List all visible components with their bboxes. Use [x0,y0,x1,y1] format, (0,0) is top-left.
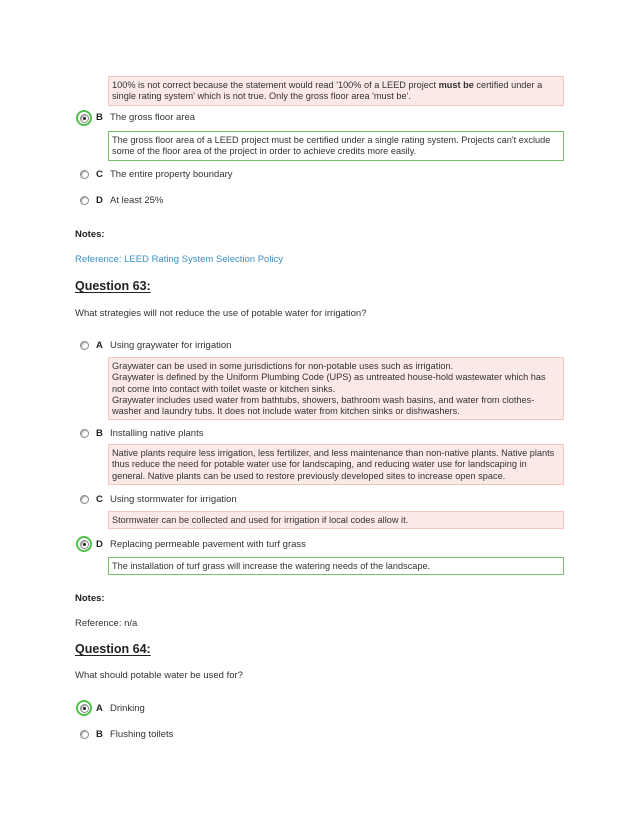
feedback-box-incorrect [108,444,564,485]
radio-option-c[interactable] [80,495,89,504]
option-text: Drinking [110,703,145,714]
question-title: Question 64: [75,642,151,656]
option-letter: D [96,195,103,206]
reference-text: Reference: n/a [75,618,138,629]
radio-option-b[interactable] [80,730,89,739]
feedback-text: Native plants require less irrigation, less fertilizer, and less maintenance than non-native plants. Native plants thus reduce the need for potable water use for landscaping, and reducing water use for landscaping in general. Native plants can be used to restore previously developed sites to increase open space. [112,448,555,481]
radio-option-a[interactable] [80,704,89,713]
feedback-box-correct [108,131,564,161]
radio-option-b[interactable] [80,429,89,438]
feedback-line: Graywater is defined by the Uniform Plumbing Code (UPS) as untreated house-hold wastewater which has not come into contact with toilet waste or kitchen sinks. [112,372,546,394]
radio-option-a[interactable] [80,341,89,350]
option-letter: B [96,112,103,123]
feedback-box-incorrect [108,76,564,106]
option-letter: D [96,539,103,550]
option-text: Installing native plants [110,428,204,439]
question-text: What should potable water be used for? [75,670,243,681]
option-letter: C [96,494,103,505]
option-letter: A [96,340,103,351]
radio-option-d[interactable] [80,540,89,549]
option-letter: C [96,169,103,180]
radio-option-b[interactable] [80,114,89,123]
option-text: Replacing permeable pavement with turf grass [110,539,306,550]
option-text: Using graywater for irrigation [110,340,232,351]
option-text: The entire property boundary [110,169,233,180]
option-text: Flushing toilets [110,729,174,740]
option-letter: B [96,729,103,740]
feedback-text: The gross floor area of a LEED project must be certified under a single rating system. Projects can't exclude some of the floor area of the project in order to achieve credits more easily. [112,135,551,157]
feedback-text: The installation of turf grass will increase the watering needs of the landscape. [112,561,431,571]
radio-option-d[interactable] [80,196,89,205]
radio-option-c[interactable] [80,170,89,179]
notes-label: Notes: [75,229,105,240]
feedback-box-correct [108,557,564,575]
question-title: Question 63: [75,279,151,293]
option-text: Using stormwater for irrigation [110,494,237,505]
feedback-text: Stormwater can be collected and used for irrigation if local codes allow it. [112,515,409,525]
feedback-line: Graywater includes used water from bathtubs, showers, bathroom wash basins, and water from clothes-washer and laundry tubs. It does not include water from kitchen sinks or dishwashers. [112,394,535,417]
option-text: At least 25% [110,195,164,206]
feedback-box-incorrect [108,357,564,420]
notes-label: Notes: [75,593,105,604]
feedback-line: Graywater can be used in some jurisdictions for non-potable uses such as irrigation. [112,361,454,371]
question-text: What strategies will not reduce the use of potable water for irrigation? [75,308,367,319]
reference-link[interactable]: Reference: LEED Rating System Selection Policy [75,254,284,265]
option-letter: B [96,428,103,439]
option-letter: A [96,703,103,714]
feedback-text: 100% is not correct because the statement would read '100% of a LEED project must be certified under a single rating system' which is not true. Only the gross floor area 'must be'. [112,80,543,102]
feedback-box-incorrect [108,511,564,529]
option-text: The gross floor area [110,112,196,123]
